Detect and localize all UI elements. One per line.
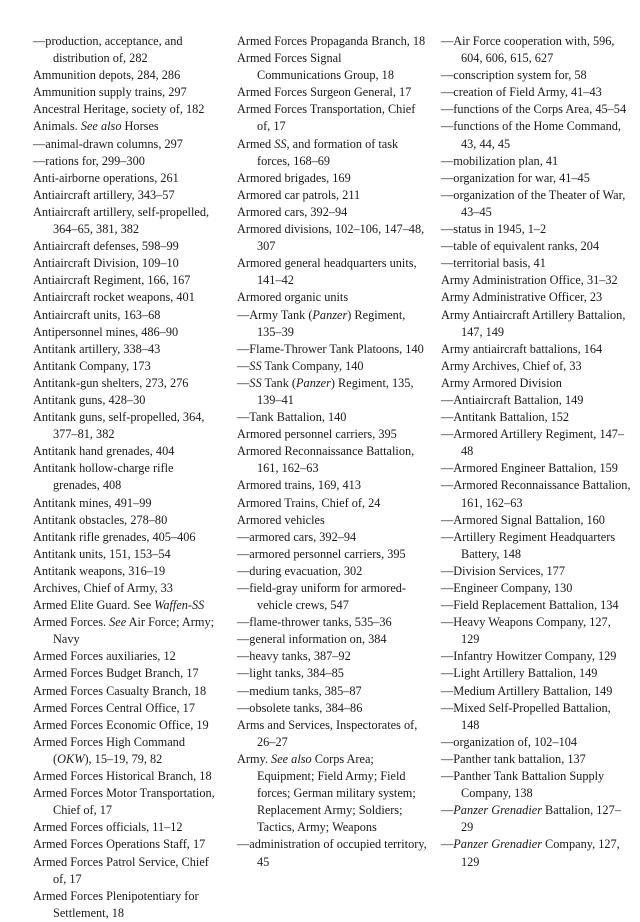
index-entry: Antitank hollow-charge rifle grenades, 408 — [33, 461, 174, 493]
index-entry: —Mixed Self-Propelled Battalion, 148 — [441, 700, 611, 732]
index-entry: —SS Tank Company, 140 — [237, 358, 364, 373]
index-entry: Armed SS, and formation of task forces, 168–69 — [237, 136, 399, 168]
index-entry: Armored vehicles — [237, 512, 325, 527]
index-column-3 — [441, 33, 631, 922]
index-entry: Army Antiaircraft Artillery Battalion, 147, 149 — [441, 307, 626, 339]
index-entry: Army Administration Office, 31–32 — [441, 273, 618, 288]
index-entry: Armed Elite Guard. See Waffen-SS — [33, 598, 205, 613]
index-entry: Armored personnel carriers, 395 — [237, 427, 397, 442]
index-entry: Antitank obstacles, 278–80 — [33, 512, 168, 527]
index-entry: —functions of the Corps Area, 45–54 — [441, 102, 627, 117]
index-entry: Animals. See also Horses — [33, 119, 159, 134]
index-entry: —flame-thrower tanks, 535–36 — [237, 615, 392, 630]
index-entry: Armored divisions, 102–106, 147–48, 307 — [237, 222, 425, 254]
index-entry: —SS Tank (Panzer) Regiment, 135, 139–41 — [237, 375, 414, 407]
index-entry: Armored Trains, Chief of, 24 — [237, 495, 381, 510]
index-entry: —armored cars, 392–94 — [237, 529, 357, 544]
index-entry: Armed Forces Economic Office, 19 — [33, 717, 209, 732]
index-entry: —organization of, 102–104 — [441, 734, 578, 749]
index-entry: Antiaircraft artillery, 343–57 — [33, 187, 175, 202]
index-entry: —Panther tank battalion, 137 — [441, 751, 586, 766]
index-entry: —conscription system for, 58 — [441, 68, 587, 83]
index-entry: Armed Forces Signal Communications Group, 18 — [237, 51, 394, 83]
index-entry: Army Archives, Chief of, 33 — [441, 358, 582, 373]
index-columns — [33, 33, 631, 922]
index-entry: Armored brigades, 169 — [237, 170, 351, 185]
index-entry: —during evacuation, 302 — [237, 563, 363, 578]
index-entry: Armored Reconnaissance Battalion, 161, 162–63 — [237, 444, 415, 476]
index-entry: Ancestral Heritage, society of, 182 — [33, 102, 205, 117]
index-entry: Antiaircraft Regiment, 166, 167 — [33, 273, 191, 288]
index-entry: Armored car patrols, 211 — [237, 187, 361, 202]
index-entry: Antiaircraft rocket weapons, 401 — [33, 290, 195, 305]
index-entry: Armed Forces Historical Branch, 18 — [33, 769, 212, 784]
index-entry: —status in 1945, 1–2 — [441, 222, 547, 237]
index-entry: —Armored Engineer Battalion, 159 — [441, 461, 618, 476]
index-entry: Army. See also Corps Area; Equipment; Field Army; Field forces; German military system; Replacement Army; Soldiers; Tactics, Army; Weapons — [237, 751, 416, 835]
index-entry: Anti-airborne operations, 261 — [33, 170, 179, 185]
index-entry: —Light Artillery Battalion, 149 — [441, 666, 598, 681]
index-entry: —Engineer Company, 130 — [441, 581, 573, 595]
index-entry: Antitank-gun shelters, 273, 276 — [33, 375, 189, 390]
index-entry: —animal-drawn columns, 297 — [33, 136, 183, 151]
index-entry: —Air Force cooperation with, 596, 604, 606, 615, 627 — [441, 34, 615, 66]
index-entry: Antiaircraft defenses, 598–99 — [33, 239, 179, 254]
index-entry: —Panzer Grenadier Company, 127, 129 — [441, 837, 620, 869]
index-entry: —administration of occupied territory, 45 — [237, 837, 427, 869]
index-entry: Ammunition depots, 284, 286 — [33, 68, 181, 83]
index-entry: —Armored Artillery Regiment, 147–48 — [441, 427, 625, 459]
index-entry: Armed Forces Central Office, 17 — [33, 700, 195, 715]
index-entry: —Panzer Grenadier Battalion, 127–29 — [441, 803, 621, 835]
index-entry: —creation of Field Army, 41–43 — [441, 85, 602, 100]
index-column-1 — [33, 33, 223, 922]
index-entry: Ammunition supply trains, 297 — [33, 85, 187, 100]
index-entry: —Armored Signal Battalion, 160 — [441, 512, 605, 527]
index-entry: —Heavy Weapons Company, 127, 129 — [441, 615, 611, 647]
index-entry: —light tanks, 384–85 — [237, 666, 344, 681]
index-entry: —territorial basis, 41 — [441, 256, 546, 271]
index-entry: —Army Tank (Panzer) Regiment, 135–39 — [237, 307, 406, 339]
index-entry: —Division Services, 177 — [441, 563, 565, 578]
index-entry: —heavy tanks, 387–92 — [237, 649, 351, 664]
index-entry: —Flame-Thrower Tank Platoons, 140 — [237, 341, 424, 356]
index-entry: Armed Forces officials, 11–12 — [33, 820, 183, 835]
index-entry: Armed Forces Operations Staff, 17 — [33, 837, 206, 852]
index-entry: —armored personnel carriers, 395 — [237, 546, 406, 561]
index-entry: Army Administrative Officer, 23 — [441, 290, 603, 305]
index-entry: Antiaircraft units, 163–68 — [33, 307, 161, 322]
index-entry: Armed Forces auxiliaries, 12 — [33, 649, 176, 664]
index-entry: —organization for war, 41–45 — [441, 170, 590, 185]
index-entry: Armored organic units — [237, 290, 349, 305]
index-entry: Armed Forces Casualty Branch, 18 — [33, 683, 207, 698]
index-entry: Armed Forces Transportation, Chief of, 17 — [237, 102, 416, 134]
index-entry: —medium tanks, 385–87 — [237, 683, 362, 698]
index-entry: Armed Forces Motor Transportation, Chief of, 17 — [33, 786, 215, 818]
index-entry: —production, acceptance, and distribution of, 282 — [33, 34, 183, 66]
index-entry: Armored cars, 392–94 — [237, 204, 348, 219]
index-entry: Armed Forces Budget Branch, 17 — [33, 666, 199, 681]
index-entry: Archives, Chief of Army, 33 — [33, 581, 173, 595]
index-entry: —mobilization plan, 41 — [441, 153, 559, 168]
index-entry: —organization of the Theater of War, 43–45 — [441, 187, 626, 219]
index-entry: —Tank Battalion, 140 — [237, 410, 347, 425]
index-entry: —Antitank Battalion, 152 — [441, 410, 570, 425]
index-entry: Armed Forces High Command (OKW), 15–19, 79, 82 — [33, 734, 185, 766]
index-entry: Antitank guns, self-propelled, 364, 377–81, 382 — [33, 410, 205, 442]
index-entry: Armed Forces Plenipotentiary for Settlement, 18 — [33, 888, 199, 920]
index-entry: Antiaircraft Division, 109–10 — [33, 256, 179, 271]
index-column-2 — [237, 33, 427, 922]
index-entry: Arms and Services, Inspectorates of, 26–27 — [237, 717, 418, 749]
index-entry: —obsolete tanks, 384–86 — [237, 700, 363, 715]
index-entry: Antitank guns, 428–30 — [33, 392, 146, 407]
index-entry: —Armored Reconnaissance Battalion, 161, 162–63 — [441, 478, 631, 510]
index-entry: —Antiaircraft Battalion, 149 — [441, 392, 584, 407]
index-entry: Army antiaircraft battalions, 164 — [441, 341, 603, 356]
index-entry: Antitank mines, 491–99 — [33, 495, 152, 510]
index-entry: Armed Forces Patrol Service, Chief of, 17 — [33, 854, 209, 886]
index-entry: —Field Replacement Battalion, 134 — [441, 598, 619, 613]
index-entry: Antipersonnel mines, 486–90 — [33, 324, 179, 339]
index-entry: Armored trains, 169, 413 — [237, 478, 361, 493]
index-entry: —Infantry Howitzer Company, 129 — [441, 649, 617, 664]
index-entry: —table of equivalent ranks, 204 — [441, 239, 600, 254]
index-entry: —field-gray uniform for armored-vehicle crews, 547 — [237, 581, 407, 613]
index-entry: Armed Forces. See Air Force; Army; Navy — [33, 615, 215, 647]
index-entry: Antitank hand grenades, 404 — [33, 444, 175, 459]
index-entry: —general information on, 384 — [237, 632, 387, 647]
index-entry: —Artillery Regiment Headquarters Battery, 148 — [441, 529, 616, 561]
index-entry: Antitank artillery, 338–43 — [33, 341, 161, 356]
index-entry: Antitank units, 151, 153–54 — [33, 546, 171, 561]
index-entry: —Panther Tank Battalion Supply Company, 138 — [441, 769, 605, 801]
index-entry: Antiaircraft artillery, self-propelled, 364–65, 381, 382 — [33, 204, 210, 237]
index-entry: Armed Forces Surgeon General, 17 — [237, 85, 412, 100]
index-entry: —rations for, 299–300 — [33, 153, 145, 168]
index-entry: —Medium Artillery Battalion, 149 — [441, 683, 613, 698]
index-entry: Antitank rifle grenades, 405–406 — [33, 529, 196, 544]
index-entry: —functions of the Home Command, 43, 44, 45 — [441, 119, 621, 151]
index-entry: Army Armored Division — [441, 375, 562, 390]
index-entry: Armored general headquarters units, 141–42 — [237, 256, 417, 288]
index-entry: Antitank weapons, 316–19 — [33, 563, 166, 578]
index-entry: Armed Forces Propaganda Branch, 18 — [237, 34, 426, 48]
index-entry: Antitank Company, 173 — [33, 358, 151, 373]
